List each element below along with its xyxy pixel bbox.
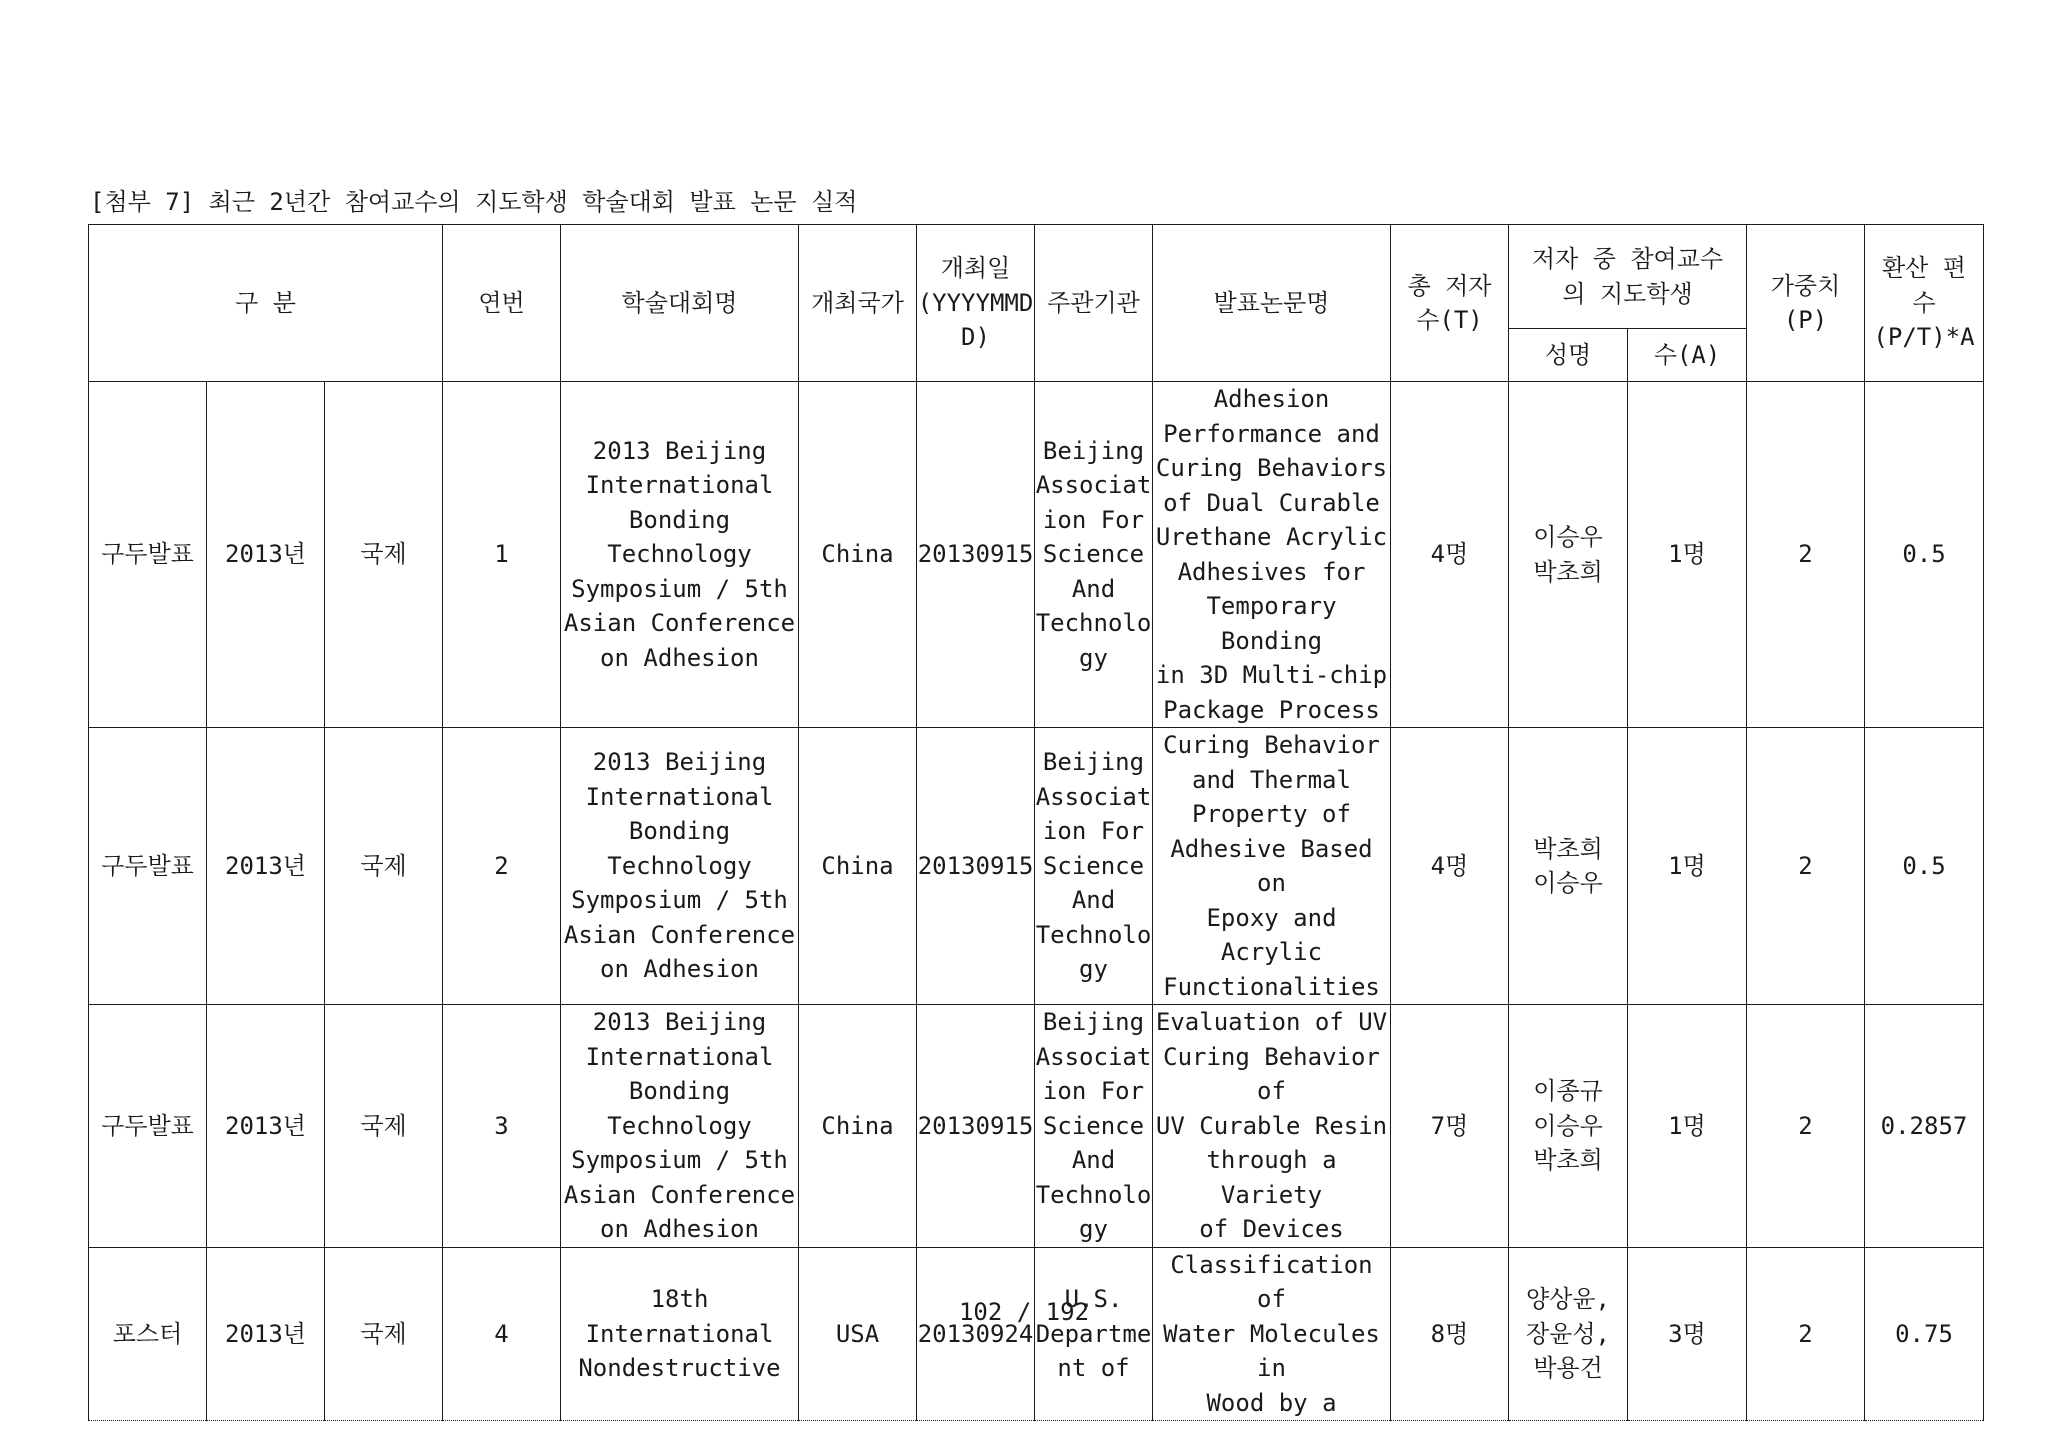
cell-weight: 2 xyxy=(1747,1247,1865,1421)
cell-scope: 국제 xyxy=(325,1005,443,1248)
header-student-name: 성명 xyxy=(1509,329,1628,382)
cell-total: 4명 xyxy=(1391,728,1509,1005)
cell-names: 박초희 이승우 xyxy=(1509,728,1628,1005)
cell-converted: 0.5 xyxy=(1865,382,1984,728)
cell-weight: 2 xyxy=(1747,1005,1865,1248)
header-country: 개최국가 xyxy=(799,225,917,382)
cell-type: 포스터 xyxy=(89,1247,207,1421)
page-number: 102 / 192 xyxy=(958,1298,1090,1326)
cell-year: 2013년 xyxy=(207,728,325,1005)
cell-paper: Evaluation of UV Curing Behavior of UV Curable Resin through a Variety of Devices xyxy=(1153,1005,1391,1248)
cell-paper: Classification of Water Molecules in Wood by a xyxy=(1153,1247,1391,1421)
header-students-group: 저자 중 참여교수 의 지도학생 xyxy=(1509,225,1747,329)
cell-count: 1명 xyxy=(1628,728,1747,1005)
cell-organizer: Beijing Associat ion For Science And Technolo gy xyxy=(1035,728,1153,1005)
header-converted: 환산 편 수 (P/T)*A xyxy=(1865,225,1984,382)
cell-scope: 국제 xyxy=(325,382,443,728)
header-organizer: 주관기관 xyxy=(1035,225,1153,382)
cell-scope: 국제 xyxy=(325,728,443,1005)
cell-type: 구두발표 xyxy=(89,728,207,1005)
cell-count: 1명 xyxy=(1628,1005,1747,1248)
cell-paper: Curing Behavior and Thermal Property of Adhesive Based on Epoxy and Acrylic Functionalities xyxy=(1153,728,1391,1005)
cell-converted: 0.5 xyxy=(1865,728,1984,1005)
cell-type: 구두발표 xyxy=(89,382,207,728)
header-student-count: 수(A) xyxy=(1628,329,1747,382)
table-row xyxy=(89,1247,1984,1421)
table-row xyxy=(89,1005,1984,1248)
cell-total: 8명 xyxy=(1391,1247,1509,1421)
cell-names: 양상윤, 장윤성, 박용건 xyxy=(1509,1247,1628,1421)
header-row xyxy=(89,225,1984,329)
cell-total: 4명 xyxy=(1391,382,1509,728)
cell-date: 20130924 xyxy=(917,1247,1035,1421)
header-serial: 연번 xyxy=(443,225,561,382)
table-caption: [첨부 7] 최근 2년간 참여교수의 지도학생 학술대회 발표 논문 실적 xyxy=(90,188,858,216)
cell-year: 2013년 xyxy=(207,382,325,728)
cell-converted: 0.75 xyxy=(1865,1247,1984,1421)
cell-year: 2013년 xyxy=(207,1005,325,1248)
cell-date: 20130915 xyxy=(917,382,1035,728)
header-date: 개최일 (YYYYMMD D) xyxy=(917,225,1035,382)
cell-scope: 국제 xyxy=(325,1247,443,1421)
header-conference: 학술대회명 xyxy=(561,225,799,382)
cell-country: USA xyxy=(799,1247,917,1421)
header-weight: 가중치 (P) xyxy=(1747,225,1865,382)
cell-year: 2013년 xyxy=(207,1247,325,1421)
cell-names: 이종규 이승우 박초희 xyxy=(1509,1005,1628,1248)
cell-organizer: Beijing Associat ion For Science And Technolo gy xyxy=(1035,1005,1153,1248)
cell-type: 구두발표 xyxy=(89,1005,207,1248)
cell-country: China xyxy=(799,1005,917,1248)
cell-organizer: Beijing Associat ion For Science And Technolo gy xyxy=(1035,382,1153,728)
cell-conference: 2013 Beijing International Bonding Technology Symposium / 5th Asian Conference on Adhesion xyxy=(561,382,799,728)
cell-weight: 2 xyxy=(1747,728,1865,1005)
cell-total: 7명 xyxy=(1391,1005,1509,1248)
cell-conference: 2013 Beijing International Bonding Technology Symposium / 5th Asian Conference on Adhesion xyxy=(561,1005,799,1248)
cell-country: China xyxy=(799,728,917,1005)
cell-no: 4 xyxy=(443,1247,561,1421)
cell-count: 1명 xyxy=(1628,382,1747,728)
header-paper: 발표논문명 xyxy=(1153,225,1391,382)
cell-no: 3 xyxy=(443,1005,561,1248)
cell-date: 20130915 xyxy=(917,728,1035,1005)
cell-weight: 2 xyxy=(1747,382,1865,728)
cell-count: 3명 xyxy=(1628,1247,1747,1421)
cell-no: 1 xyxy=(443,382,561,728)
cell-conference: 18th International Nondestructive xyxy=(561,1247,799,1421)
presentation-table xyxy=(88,224,1984,1421)
header-category: 구 분 xyxy=(89,225,443,382)
cell-no: 2 xyxy=(443,728,561,1005)
cell-converted: 0.2857 xyxy=(1865,1005,1984,1248)
cell-country: China xyxy=(799,382,917,728)
table-row xyxy=(89,382,1984,728)
table-row xyxy=(89,728,1984,1005)
cell-conference: 2013 Beijing International Bonding Technology Symposium / 5th Asian Conference on Adhesion xyxy=(561,728,799,1005)
cell-names: 이승우 박초희 xyxy=(1509,382,1628,728)
cell-paper: Adhesion Performance and Curing Behaviors of Dual Curable Urethane Acrylic Adhesives for Temporary Bonding in 3D Multi-chip Package Process xyxy=(1153,382,1391,728)
cell-date: 20130915 xyxy=(917,1005,1035,1248)
cell-organizer: U.S. Departme nt of xyxy=(1035,1247,1153,1421)
header-total-authors: 총 저자 수(T) xyxy=(1391,225,1509,382)
